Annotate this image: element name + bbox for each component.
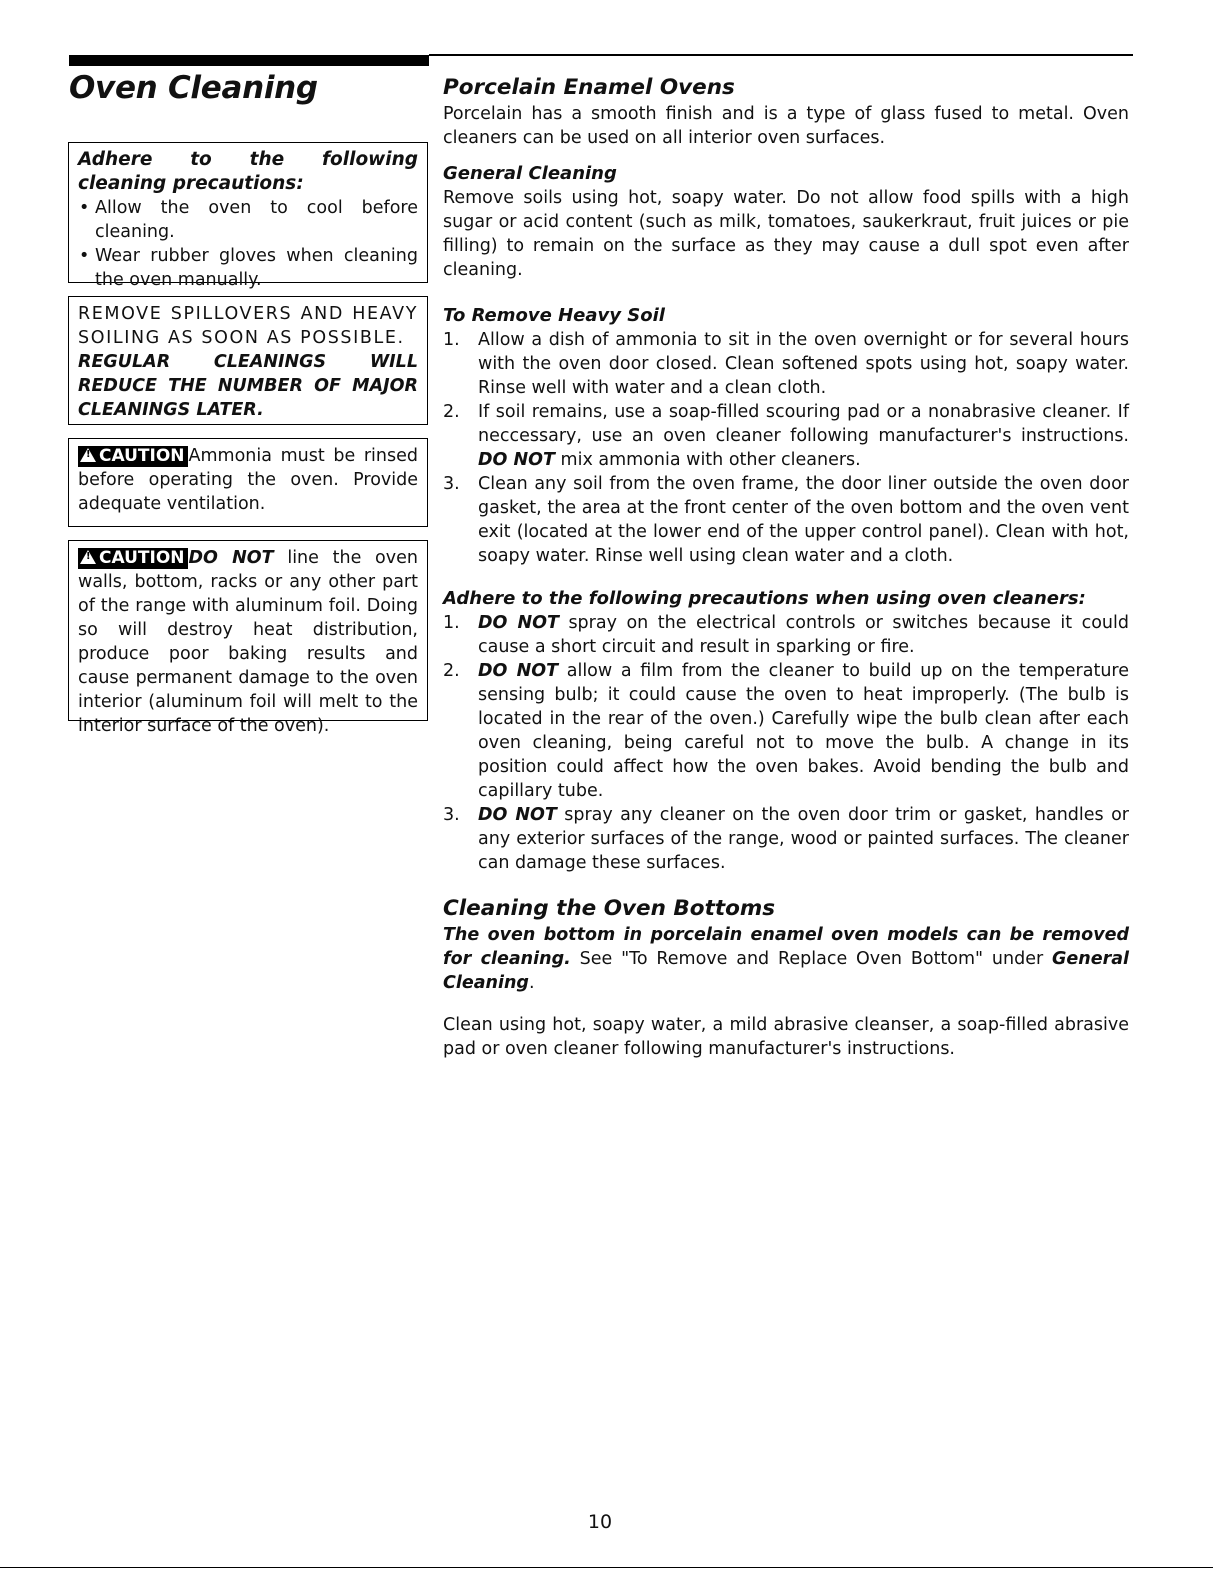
page-title: Oven Cleaning — [69, 70, 318, 106]
caution-foil-box — [68, 540, 428, 736]
list-item: 3. Clean any soil from the oven frame, the door liner outside the oven door gasket, the area at the front center of the oven bottom and the oven vent exit (located at the lower end of the upper control panel). Clean with hot, soapy water. Rinse well using clean water and a cloth. — [443, 474, 1129, 566]
header-rule-thin — [429, 54, 1133, 56]
oven-bottoms-text: Clean using hot, soapy water, a mild abrasive cleanser, a soap-filled abrasive pad or oven cleaner following manufacturer's instructions. — [443, 1015, 1129, 1059]
general-cleaning-text: Remove soils using hot, soapy water. Do not allow food spills with a high sugar or acid content (such as milk, tomatoes, saukerkraut, fruit juices or pie filling) to remain on the surface as they may cause a dull spot even after cleaning. — [443, 188, 1129, 280]
porcelain-text: Porcelain has a smooth finish and is a type of glass fused to metal. Oven cleaners can be used on all interior oven surfaces. — [443, 104, 1129, 148]
precautions-box — [68, 142, 428, 290]
precautions-heading: Adhere to the following cleaning precautions: — [78, 149, 418, 194]
precautions-list — [78, 196, 418, 292]
bullet-icon: • — [79, 198, 90, 218]
oven-bottoms-lead-paragraph: The oven bottom in porcelain enamel oven models can be removed for cleaning. See "To Remove and Replace Oven Bottom" under General Cleaning. — [443, 925, 1130, 993]
list-item: 1. Allow a dish of ammonia to sit in the oven overnight or for several hours with the oven door closed. Clean softened spots using hot, soapy water. Rinse well with water and a clean cloth. — [443, 330, 1129, 398]
caution-foil-text: line the oven walls, bottom, racks or any other part of the range with aluminum foil. Doing so will destroy heat distribution, produce poor baking results and cause permanent damage to the oven interior (aluminum foil will melt to the interior surface of the oven). — [78, 548, 418, 736]
oven-bottoms-heading: Cleaning the Oven Bottoms — [443, 896, 776, 921]
caution-ammonia-box — [68, 438, 428, 527]
list-item: • Wear rubber gloves when cleaning the oven manually. — [79, 246, 418, 290]
caution-foil-emphasis: DO NOT — [188, 548, 274, 568]
caution-badge: !CAUTION — [78, 548, 188, 569]
caution-ammonia-text: Ammonia must be rinsed before operating the oven. Provide adequate ventilation. — [78, 446, 418, 514]
spillover-box — [68, 296, 428, 425]
warning-triangle-icon — [80, 550, 96, 564]
bullet-icon: • — [79, 246, 90, 266]
list-item: 2. If soil remains, use a soap-filled scouring pad or a nonabrasive cleaner. If neccessary, use an oven cleaner following manufacturer's instructions. DO NOT mix ammonia with other cleaners. — [443, 402, 1129, 470]
oven-cleaners-heading: Adhere to the following precautions when using oven cleaners: — [443, 588, 1086, 609]
page-number: 10 — [587, 1511, 613, 1533]
heavy-soil-heading: To Remove Heavy Soil — [443, 305, 665, 326]
warning-triangle-icon — [80, 448, 96, 462]
spillover-emphasis: REGULAR CLEANINGS WILL REDUCE THE NUMBER OF MAJOR CLEANINGS LATER. — [78, 352, 418, 420]
list-item: 1. DO NOT spray on the electrical controls or switches because it could cause a short circuit and result in sparking or fire. — [443, 613, 1129, 657]
list-item: 3. DO NOT spray any cleaner on the oven door trim or gasket, handles or any exterior surfaces of the range, wood or painted surfaces. The cleaner can damage these surfaces. — [443, 805, 1129, 873]
oven-cleaners-list — [443, 611, 1129, 875]
main-column — [443, 74, 1129, 1061]
list-item: • Allow the oven to cool before cleaning. — [79, 198, 418, 242]
header-rule-thick — [69, 55, 429, 66]
spillover-text: REMOVE SPILLOVERS AND HEAVY SOILING AS SOON AS POSSIBLE. — [78, 304, 418, 348]
caution-badge: !CAUTION — [78, 446, 188, 467]
list-item: 2. DO NOT allow a film from the cleaner to build up on the temperature sensing bulb; it could cause the oven to heat improperly. (The bulb is located in the rear of the oven.) Carefully wipe the bulb clean after each oven cleaning, being careful not to move the bulb. A change in its position could affect how the oven bakes. Avoid bending the bulb and capillary tube. — [443, 661, 1129, 801]
bottom-rule — [0, 1567, 1213, 1568]
general-cleaning-heading: General Cleaning — [443, 163, 617, 184]
porcelain-heading: Porcelain Enamel Ovens — [443, 75, 735, 100]
heavy-soil-list — [443, 328, 1129, 568]
